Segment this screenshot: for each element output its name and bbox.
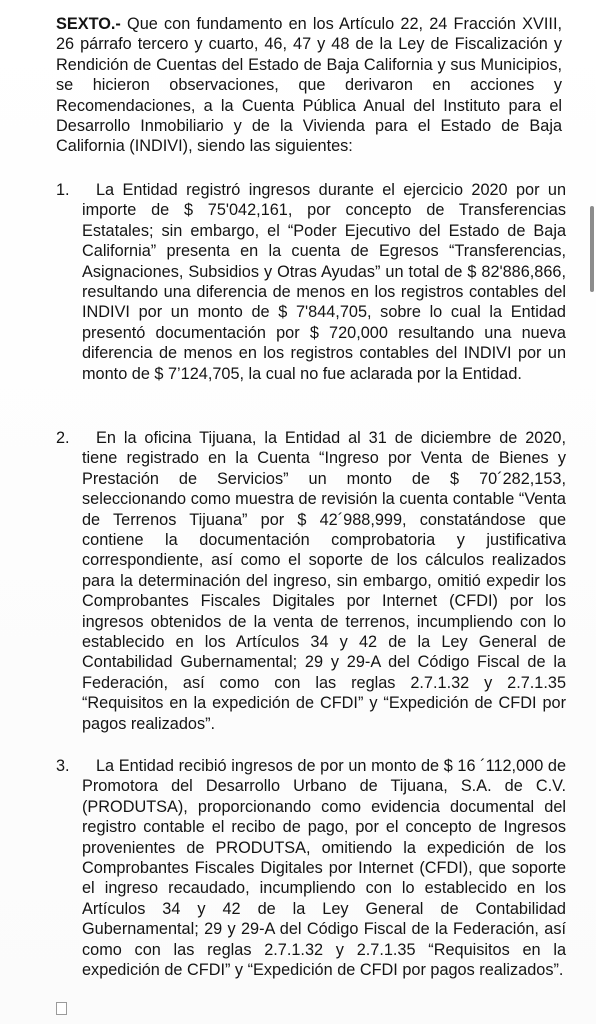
list-item-number: 3. <box>56 757 70 775</box>
list-item <box>56 756 566 980</box>
intro-text: Que con fundamento en los Artículo 22, 24 Fracción XVIII, 26 párrafo tercero y cuarto, 46, 47 y 48 de la Ley de Fiscalización y Rendición de Cuentas del Estado de Baja California y sus Municipios, se hicieron observaciones, que derivaron en acciones y Recomendaciones, a la Cuenta Pública Anual del Instituto para el Desarrollo Inmobiliario y de la Vivienda para el Estado de Baja California (INDIVI), siendo las siguientes: <box>56 15 562 156</box>
list-item <box>56 428 566 734</box>
list-item-text: La Entidad registró ingresos durante el ejercicio 2020 por un importe de $ 75'042,161, por concepto de Transferencias Estatales; sin embargo, el “Poder Ejecutivo del Estado de Baja California” presenta en la cuenta de Egresos “Transferencias, Asignaciones, Subsidios y Otras Ayudas” un total de $ 82'886,866, resultando una diferencia de menos en los registros contables del INDIVI por un monto de $ 7'844,705, sobre lo cual la Entidad presentó documentación por $ 720,000 resultando una nueva diferencia de menos en los registros contables del INDIVI por un monto de $ 7’124,705, la cual no fue aclarada por la Entidad. <box>82 181 566 383</box>
list-item-text: La Entidad recibió ingresos de por un monto de $ 16 ´112,000 de Promotora del Desarrollo Urbano de Tijuana, S.A. de C.V. (PRODUTSA), proporcionando como evidencia documental del registro contable el recibo de pago, por el concepto de Ingresos provenientes de PRODUTSA, omitiendo la expedición de los Comprobantes Fiscales Digitales por Internet (CFDI), que soporte el ingreso recaudado, incumpliendo con lo establecido en los Artículos 34 y 42 de la Ley General de Contabilidad Gubernamental; 29 y 29-A del Código Fiscal de la Federación, así como con las reglas 2.7.1.32 y 2.7.1.35 “Requisitos en la expedición de CFDI” y “Expedición de CFDI por pagos realizados”. <box>82 757 566 980</box>
scrollbar-thumb[interactable] <box>590 206 594 292</box>
list-item-number: 1. <box>56 181 70 199</box>
list-item <box>56 180 566 384</box>
section-heading: SEXTO.- <box>56 15 121 33</box>
intro-paragraph <box>56 14 562 157</box>
list-item-text: En la oficina Tijuana, la Entidad al 31 de diciembre de 2020, tiene registrado en la Cuenta “Ingreso por Venta de Bienes y Prestación de Servicios” un monto de $ 70´282,153, seleccionando como muestra de revisión la cuenta contable “Venta de Terrenos Tijuana” por $ 42´988,999, constatándose que contiene la documentación comprobatoria y justificativa correspondiente, así como el soporte de los cálculos realizados para la determinación del ingreso, sin embargo, omitió expedir los Comprobantes Fiscales Digitales por Internet (CFDI) por los ingresos obtenidos de la venta de terrenos, incumpliendo con lo establecido en los Artículos 34 y 42 de la Ley General de Contabilidad Gubernamental; 29 y 29-A del Código Fiscal de la Federación, así como con las reglas 2.7.1.32 y 2.7.1.35 “Requisitos en la expedición de CFDI” y “Expedición de CFDI por pagos realizados”. <box>82 429 566 733</box>
list-item-number: 2. <box>56 429 70 447</box>
checkbox-icon <box>56 1002 67 1015</box>
